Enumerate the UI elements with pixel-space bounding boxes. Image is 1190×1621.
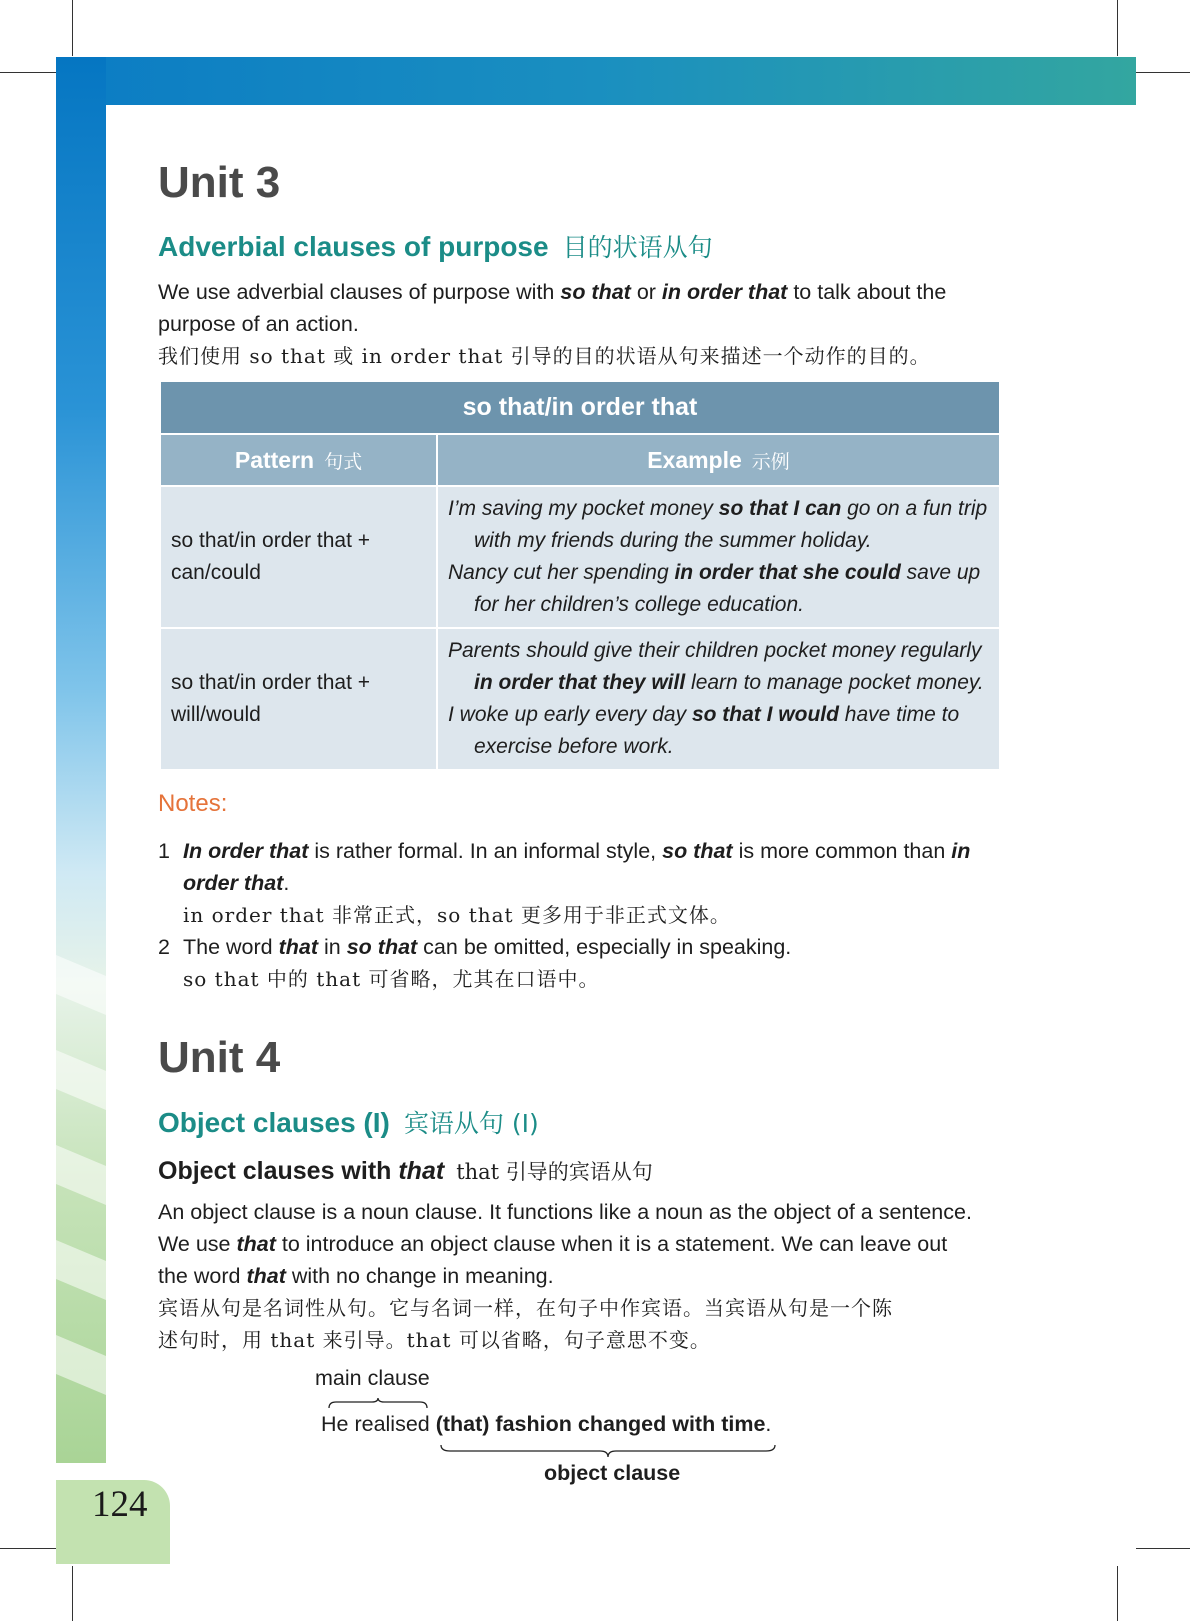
- note-zh: in order that 非常正式，so that 更多用于非正式文体。: [183, 903, 731, 927]
- crop-mark: [1136, 72, 1190, 73]
- body-line: An object clause is a noun clause. It functions like a noun as the object of a sentence.: [158, 1200, 972, 1224]
- object-clause-label: object clause: [544, 1461, 681, 1485]
- note-1: [158, 835, 1008, 931]
- subtitle-zh: that 引导的宾语从句: [456, 1160, 653, 1184]
- note-text: can be omitted, especially in speaking.: [417, 935, 792, 959]
- ex-text: I woke up early every day: [448, 703, 692, 726]
- crop-mark: [0, 72, 56, 73]
- crop-mark: [0, 1548, 56, 1549]
- example-sentence: [448, 699, 989, 763]
- header-band: [56, 57, 1136, 105]
- pattern-line: so that/in order that +: [171, 671, 371, 694]
- example-sentence-diagram: [321, 1412, 771, 1437]
- table-row: [160, 628, 1000, 770]
- ex-text: Nancy cut her spending: [448, 561, 675, 584]
- body-text: with no change in meaning.: [285, 1264, 554, 1288]
- section-title-en: Object clauses (I): [158, 1107, 390, 1138]
- intro-zh: 我们使用 so that 或 in order that 引导的目的状语从句来描述一个动作的目的。: [158, 344, 931, 368]
- crop-mark: [1117, 1566, 1118, 1621]
- ex-text: I’m saving my pocket money: [448, 497, 719, 520]
- note-text: The word: [183, 935, 279, 959]
- body-text: We use: [158, 1232, 237, 1256]
- subtitle-text: Object clauses with: [158, 1157, 399, 1185]
- table-caption: so that/in order that: [160, 381, 1000, 434]
- note-keyword: so that: [662, 839, 733, 863]
- sentence-period: .: [765, 1412, 772, 1436]
- body-keyword: that: [246, 1264, 286, 1288]
- section-title-en: Adverbial clauses of purpose: [158, 231, 549, 262]
- ex-text: save up for her children’s college education.: [474, 561, 981, 616]
- note-keyword: so that: [346, 935, 418, 959]
- ex-keyword: so that I would: [691, 703, 839, 726]
- unit4-subtitle: [158, 1156, 653, 1186]
- intro-text: We use adverbial clauses of purpose with: [158, 280, 561, 304]
- body-text: the word: [158, 1264, 247, 1288]
- example-cell: [437, 486, 1000, 628]
- note-text: .: [283, 871, 290, 895]
- col-example-en: Example: [647, 446, 742, 473]
- note-2: [158, 931, 1008, 995]
- col-header-pattern: [160, 434, 437, 486]
- object-clause-brace: [440, 1444, 776, 1458]
- body-zh: 述句时，用 that 来引导。that 可以省略，句子意思不变。: [158, 1328, 711, 1352]
- main-clause-label: main clause: [315, 1366, 430, 1390]
- body-text: to introduce an object clause when it is a statement. We can leave out: [275, 1232, 948, 1256]
- subtitle-keyword: that: [398, 1157, 445, 1185]
- note-text: is rather formal. In an informal style,: [308, 839, 663, 863]
- col-pattern-zh: 句式: [324, 450, 363, 473]
- example-sentence: [448, 493, 989, 557]
- note-keyword: in order that: [183, 839, 971, 895]
- note-keyword: that: [278, 935, 319, 959]
- unit4-title: Unit 4: [158, 1033, 281, 1082]
- intro-text: or: [630, 280, 662, 304]
- section-title-zh: 目的状语从句: [562, 233, 713, 262]
- unit4-section-title: [158, 1104, 539, 1140]
- crop-mark: [72, 0, 73, 56]
- unit3-title: Unit 3: [158, 158, 281, 207]
- section-title-zh: 宾语从句 (I): [403, 1109, 539, 1138]
- note-keyword: In order that: [183, 839, 309, 863]
- ex-text: Parents should give their children pocket money regularly: [448, 639, 982, 662]
- unit3-intro: [158, 276, 1008, 372]
- note-number: 2: [158, 935, 170, 959]
- crop-mark: [72, 1566, 73, 1621]
- intro-keyword: so that: [560, 280, 631, 304]
- intro-text: to talk about the: [787, 280, 947, 304]
- col-header-example: [437, 434, 1000, 486]
- note-zh: so that 中的 that 可省略，尤其在口语中。: [183, 967, 600, 991]
- body-line: [158, 1228, 1008, 1260]
- ex-text: learn to manage pocket money.: [685, 671, 984, 694]
- note-number: 1: [158, 839, 170, 863]
- sentence-object: (that) fashion changed with time: [435, 1412, 766, 1436]
- example-cell: [437, 628, 1000, 770]
- pattern-line: can/could: [171, 561, 261, 584]
- pattern-cell: [160, 628, 437, 770]
- note-text: in: [318, 935, 347, 959]
- notes-heading: Notes:: [158, 790, 228, 817]
- intro-line2: purpose of an action.: [158, 312, 359, 336]
- body-keyword: that: [236, 1232, 276, 1256]
- ex-keyword: in order that she could: [674, 561, 901, 584]
- table-row: [160, 486, 1000, 628]
- crop-mark: [1117, 0, 1118, 56]
- example-sentence: [448, 635, 989, 699]
- ex-text: go on a fun trip with my friends during the summer holiday.: [474, 497, 988, 552]
- example-sentence: [448, 557, 989, 621]
- pattern-cell: [160, 486, 437, 628]
- note-text: is more common than: [732, 839, 952, 863]
- ex-text: have time to exercise before work.: [474, 703, 960, 758]
- ex-keyword: so that I can: [718, 497, 842, 520]
- body-line: [158, 1260, 1008, 1292]
- main-clause-brace: [328, 1397, 428, 1409]
- intro-keyword: in order that: [661, 280, 788, 304]
- unit4-body: [158, 1196, 1008, 1356]
- pattern-line: will/would: [171, 703, 261, 726]
- ex-keyword: in order that they will: [474, 671, 686, 694]
- sentence-main: He realised: [321, 1412, 436, 1436]
- body-zh: 宾语从句是名词性从句。它与名词一样，在句子中作宾语。当宾语从句是一个陈: [158, 1296, 893, 1320]
- unit3-section-title: [158, 228, 713, 264]
- pattern-line: so that/in order that +: [171, 529, 371, 552]
- col-example-zh: 示例: [751, 450, 790, 473]
- col-pattern-en: Pattern: [234, 446, 315, 473]
- page-number: 124: [92, 1484, 148, 1525]
- crop-mark: [1136, 1548, 1190, 1549]
- grammar-table: [159, 380, 1001, 771]
